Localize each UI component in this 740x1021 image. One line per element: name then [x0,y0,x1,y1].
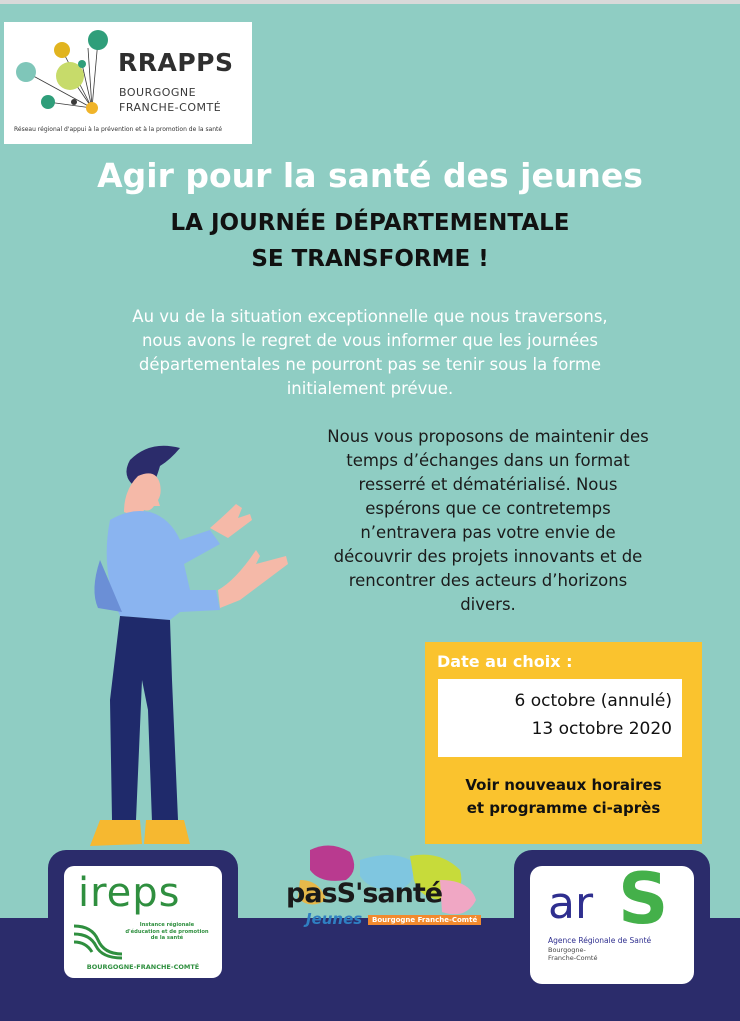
ireps-description: Instance régionale d'éducation et de promotion de la santé [125,922,209,942]
intro-line: départementales ne pourront pas se tenir sous la forme [138,355,602,374]
pass-sante-wordmark: pasS'santé [286,878,443,909]
schedule-note-line1: Voir nouveaux horaires [465,776,662,794]
schedule-note-line2: et programme ci-après [466,799,661,817]
intro-line: Au vu de la situation exceptionnelle que nous traversons, [132,307,608,326]
subheadline [0,205,740,277]
body-line: découvrir des projets innovants et de [333,547,643,566]
intro-line: nous avons le regret de vous informer que les journées [141,331,599,350]
date-option-1: 6 octobre (annulé) [514,691,672,711]
body-line: Nous vous proposons de maintenir des [327,427,649,446]
person-illustration [60,440,300,860]
rrapps-region-line1: BOURGOGNE [119,86,197,99]
body-line: rencontrer des acteurs d’horizons [348,571,628,590]
intro-paragraph [40,305,700,401]
schedule-note [425,774,702,820]
ireps-logo [64,866,222,978]
ars-agency-name: Agence Régionale de Santé [548,936,652,945]
pass-sante-region: Bourgogne Franche-Comté [368,915,481,925]
rrapps-tagline: Réseau régional d'appui à la prévention et à la promotion de la santé [14,126,223,133]
ireps-region: BOURGOGNE-FRANCHE-COMTÉ [86,963,200,971]
rrapps-title: RRAPPS [118,48,234,77]
date-option-2: 13 octobre 2020 [531,719,672,739]
rrapps-region-line2: FRANCHE-COMTÉ [119,101,222,114]
date-label: Date au choix : [437,652,573,671]
ars-region-line1: Bourgogne- [548,946,586,954]
subheadline-line1: LA JOURNÉE DÉPARTEMENTALE [170,210,570,236]
ars-wordmark-s: S [618,858,669,940]
body-line: resserré et dématérialisé. Nous [358,475,618,494]
body-line: divers. [460,595,516,614]
body-line: n’entravera pas votre envie de [360,523,616,542]
date-box [425,642,702,844]
intro-line: initialement prévue. [286,379,454,398]
body-line: temps d’échanges dans un format [346,451,630,470]
ars-region-line2: Franche-Comté [548,954,598,962]
ars-wordmark [548,878,593,929]
ireps-wordmark: ireps [78,870,181,916]
rrapps-logo [4,22,252,144]
body-line: espérons que ce contretemps [365,499,611,518]
rrapps-network-icon [12,28,112,128]
pass-sante-jeunes: Jeunes [306,910,363,928]
ars-wordmark-ar: ar [548,878,594,929]
headline: Agir pour la santé des jeunes [97,156,643,195]
subheadline-line2: SE TRANSFORME ! [251,246,489,272]
body-paragraph [268,425,708,617]
top-border [0,0,740,4]
ireps-waves-icon [72,922,124,960]
date-list [438,679,682,757]
ars-logo [530,858,694,984]
